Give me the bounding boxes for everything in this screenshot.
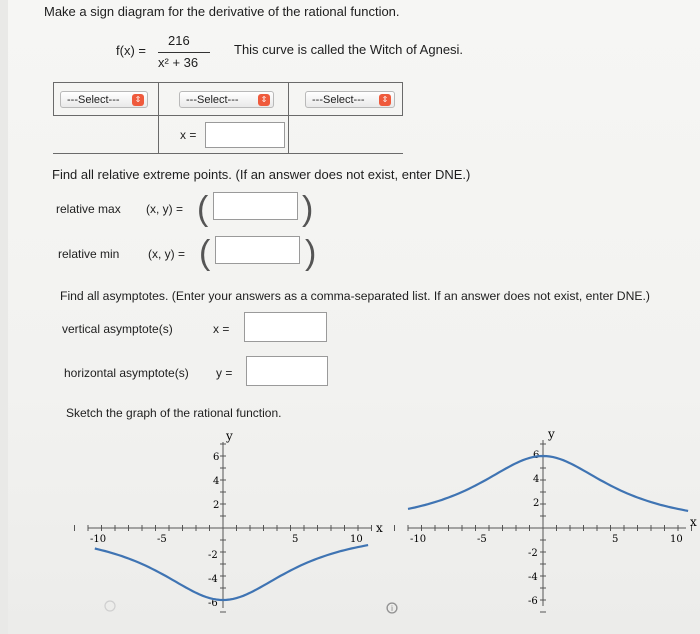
x-tick-label: -10 (410, 534, 427, 545)
question-panel (8, 0, 700, 634)
x-tick-label: 5 (612, 534, 619, 545)
open-paren: ( (199, 234, 211, 272)
fraction-numerator: 216 (168, 33, 190, 48)
vertical-asymptote-input[interactable] (244, 312, 327, 342)
x-axis-label: x (376, 521, 383, 535)
horizontal-asymptote-label: horizontal asymptote(s) (64, 366, 189, 380)
select-arrow-icon: ⇕ (132, 94, 144, 106)
critical-x-label: x = (180, 128, 197, 142)
close-paren: ) (302, 190, 314, 228)
info-icon[interactable]: ⓘ (387, 604, 397, 615)
open-paren: ( (197, 190, 209, 228)
sign-select-left[interactable] (60, 91, 148, 108)
sign-select-right-label: ---Select--- (312, 94, 365, 106)
relative-max-xy-label: (x, y) = (146, 202, 184, 216)
function-note: This curve is called the Witch of Agnesi. (234, 42, 464, 57)
y-tick-label: -4 (528, 572, 538, 583)
select-arrow-icon: ⇕ (379, 94, 391, 106)
x-tick-label: 10 (670, 534, 683, 545)
y-tick-label: 4 (533, 474, 540, 485)
graph-curve (95, 545, 368, 600)
y-tick-label: 2 (213, 500, 220, 511)
y-tick-label: -4 (208, 574, 218, 585)
fraction-bar (158, 52, 210, 53)
y-tick-label: -2 (208, 550, 218, 561)
y-tick-label: -6 (528, 596, 538, 607)
function-name: f(x) = (116, 43, 146, 58)
question-prompt: Make a sign diagram for the derivative of the rational function. (44, 4, 400, 19)
relative-max-input[interactable] (213, 192, 298, 220)
relative-max-label: relative max (56, 202, 121, 216)
sign-select-middle[interactable] (179, 91, 274, 108)
close-paren: ) (305, 234, 317, 272)
sign-select-right[interactable] (305, 91, 395, 108)
extrema-prompt: Find all relative extreme points. (If an answer does not exist, enter DNE.) (52, 167, 471, 182)
sign-select-middle-label: ---Select--- (186, 94, 239, 106)
sketch-prompt: Sketch the graph of the rational function. (66, 406, 282, 420)
vertical-asymptote-label: vertical asymptote(s) (62, 322, 173, 336)
asymptotes-prompt: Find all asymptotes. (Enter your answers as a comma-separated list. If an answer does not exist, enter DNE.) (60, 289, 650, 303)
x-tick-label: -5 (157, 534, 167, 545)
horizontal-asymptote-var: y = (216, 366, 233, 380)
critical-x-input[interactable] (205, 122, 285, 148)
sign-diagram (53, 82, 403, 154)
y-axis-label: y (226, 429, 233, 443)
graph-option-1[interactable] (80, 428, 390, 612)
relative-min-xy-label: (x, y) = (148, 247, 186, 261)
radio-button[interactable] (105, 601, 115, 611)
vertical-asymptote-var: x = (213, 322, 230, 336)
select-arrow-icon: ⇕ (258, 94, 270, 106)
y-tick-label: 2 (533, 498, 540, 509)
x-axis-label: x (690, 515, 697, 529)
relative-min-label: relative min (58, 247, 120, 261)
sign-select-left-label: ---Select--- (67, 94, 120, 106)
y-tick-label: 4 (213, 476, 220, 487)
y-tick-label: -6 (208, 598, 218, 609)
relative-min-input[interactable] (215, 236, 300, 264)
x-tick-label: 10 (350, 534, 363, 545)
x-tick-label: 5 (292, 534, 299, 545)
y-axis-label: y (548, 427, 555, 441)
y-tick-label: 6 (213, 452, 220, 463)
horizontal-asymptote-input[interactable] (246, 356, 328, 386)
x-tick-label: -10 (90, 534, 107, 545)
graph-curve (408, 456, 688, 511)
fraction-denominator: x² + 36 (158, 55, 199, 70)
x-tick-label: -5 (477, 534, 487, 545)
y-tick-label: -2 (528, 548, 538, 559)
y-tick-label: 6 (533, 450, 540, 461)
graph-option-2[interactable] (387, 427, 700, 615)
